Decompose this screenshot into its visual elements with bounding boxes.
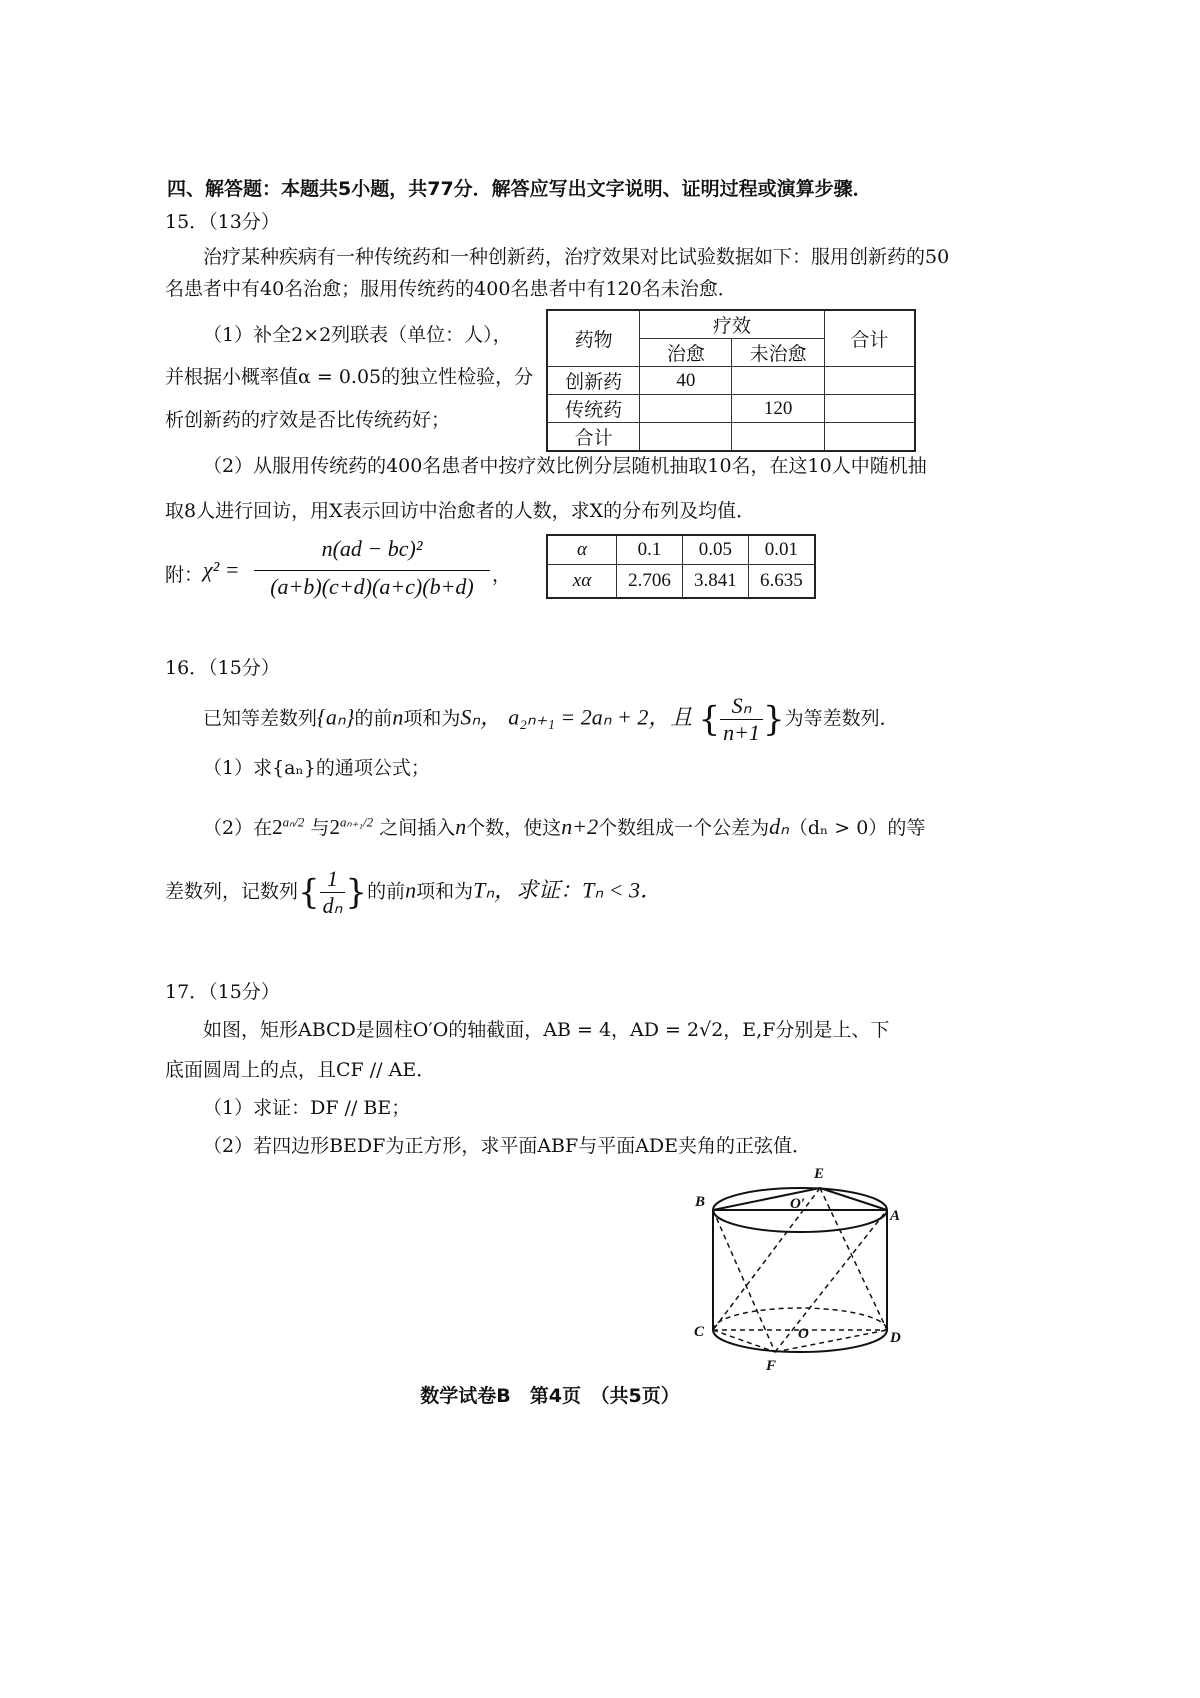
x-value: 2.706 [617,564,683,598]
q16-line2-a: 差数列，记数列 [165,880,299,903]
q16-stem-b: 的前 [354,707,393,730]
q16-S: Sₙ， [460,704,503,730]
cell-uncured [732,423,824,452]
q16-part2-a: （2）在 [203,817,273,839]
row-label: 合计 [547,423,640,452]
alpha-value: 0.1 [617,535,683,564]
q16-part2-d: 个数，使这 [466,817,562,839]
cell-uncured [732,367,824,395]
q16-frac-S: $\frac{\text{Sₙ}}{n+1}$ [720,693,763,746]
q15-part1-line3: 析创新药的疗效是否比传统药好； [165,409,451,431]
alpha-label: α [547,535,617,564]
appendix-label: 附： [165,564,204,586]
q15-part2-line2: 取8人进行回访，用X表示回访中治愈者的人数，求X的分布列及均值． [165,500,756,522]
q16-part2-line1 [203,813,925,840]
contingency-table [546,309,916,452]
formula-lhs: χ² = [203,557,240,582]
q16-relation: a₂ₙ₊₁ = 2aₙ + 2，且 [508,704,693,730]
cell-cured [640,395,732,423]
brace-right: } [345,872,368,913]
q15-part2-line1: （2）从服用传统药的400名患者中按疗效比例分层随机抽取10名，在这10人中随机抽 [203,455,927,477]
cell-total [824,395,915,423]
table-row [547,423,915,452]
q16-line2-f: Tₙ < 3． [582,877,662,903]
formula-tail: ， [492,564,512,586]
th-drug: 药物 [547,310,640,367]
row-label: 传统药 [547,395,640,423]
alpha-value: 0.01 [748,535,815,564]
q16-stem-d: 为等差数列． [784,707,899,730]
q16-n: n [392,704,404,730]
th-cured: 治愈 [640,339,732,367]
label-E: E [814,1166,825,1182]
cell-cured [640,423,732,452]
label-B: B [695,1194,706,1210]
formula-denominator: (a+b)(c+d)(a+c)(b+d) [270,574,474,599]
q16-line2-b: 的前 [367,880,406,903]
critical-value-table [546,534,816,599]
q16-stem-a: 已知等差数列 [203,707,318,730]
label-A: A [890,1208,901,1224]
cell-uncured: 120 [732,395,824,423]
label-C: C [694,1324,705,1340]
q15-number: 15．（13分） [165,211,280,233]
formula-numerator: n(ad − bc)² [321,536,423,561]
alpha-value: 0.05 [682,535,748,564]
page-footer: 数学试卷B 第4页 （共5页） [420,1385,680,1407]
row-label: 创新药 [547,367,640,395]
q17-number: 17．（15分） [165,981,280,1003]
table-row [547,395,915,423]
th-total: 合计 [824,310,915,367]
label-O-prime: O′ [790,1196,806,1212]
section-header: 四、解答题：本题共5小题，共77分．解答应写出文字说明、证明过程或演算步骤． [167,178,872,200]
q16-part2-e: n+2 [561,814,599,839]
pow1-exp: aₙ/2 [282,814,305,830]
q16-part2-f: 个数组成一个公差为 [598,817,770,839]
label-O: O [798,1326,809,1342]
q16-part2-h: （dₙ > 0）的等 [788,817,926,839]
cylinder-figure [680,1150,920,1380]
q15-intro-line2: 名患者中有40名治愈；服用传统药的400名患者中有120名未治愈． [165,278,737,300]
q16-stem-c: 项和为 [403,707,461,730]
q16-line2-c: n [405,877,417,903]
q17-part2: （2）若四边形BEDF为正方形，求平面ABF与平面ADE夹角的正弦值． [203,1135,812,1157]
brace-left: { [298,872,320,913]
table-row [547,367,915,395]
cell-total [824,423,915,452]
q15-intro-line1: 治疗某种疾病有一种传统药和一种创新药，治疗效果对比试验数据如下：服用创新药的50 [203,246,950,268]
q17-part1: （1）求证：DF // BE； [203,1097,411,1119]
x-alpha-label: xα [547,564,617,598]
q16-number: 16．（15分） [165,657,280,679]
line-FD [775,1330,887,1352]
q16-frac-d: $\frac{1}{\text{dₙ}}$ [320,866,346,919]
label-F: F [766,1358,777,1374]
pow2-exp: aₙ₊₁/2 [339,814,374,830]
q16-line2-e: Tₙ，求证： [473,877,583,903]
q16-line2-d: 项和为 [416,880,474,903]
q16-part2-c: 之间插入 [379,817,456,839]
q17-stem-line2: 底面圆周上的点，且CF // AE． [165,1059,436,1081]
q16-part1: （1）求{aₙ}的通项公式； [203,757,430,779]
q16-part2-line2 [165,866,662,919]
q16-part2-n: n [455,814,467,839]
x-value: 3.841 [682,564,748,598]
q16-stem [203,693,899,746]
brace-right: } [762,699,785,740]
x-value: 6.635 [748,564,815,598]
label-D: D [890,1330,901,1346]
brace-left: { [698,699,721,740]
pow2-base: 2 [329,815,340,839]
q16-part2-b: 与 [310,817,330,839]
th-effect: 疗效 [640,310,825,339]
pow1-base: 2 [272,815,283,839]
q17-stem-line1: 如图，矩形ABCD是圆柱O′O的轴截面，AB = 4，AD = 2√2，E,F分别是上、下 [203,1019,890,1041]
cell-total [824,367,915,395]
th-uncured: 未治愈 [732,339,824,367]
cell-cured: 40 [640,367,732,395]
q15-part1-line1: （1）补全2×2列联表（单位：人）， [203,324,512,346]
formula-fraction-bar [254,570,490,571]
q15-part1-line2: 并根据小概率值α = 0.05的独立性检验，分 [165,366,534,388]
q16-seq: {aₙ} [317,704,355,730]
q16-part2-g: dₙ [769,814,789,839]
